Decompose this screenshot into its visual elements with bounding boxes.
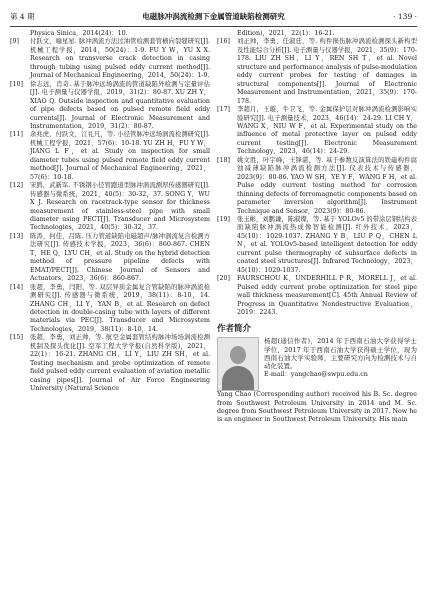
reference-item (217, 106, 417, 157)
author-email: E-mail：yangchao@swpu.edu.cn (264, 371, 368, 379)
author-bio-chinese-text: 杨超(通信作者)，2014 年于西南石油大学获得学士学位，2017 年于西南石油大学获得硕士学位，现为西南石油大学实验师，主要研究方向为检测技术与自动化装置。 (264, 337, 417, 371)
reference-number: [19] (217, 215, 230, 223)
reference-text: 李超月，王璇，牛卫飞，等. 金属保护层对脉冲涡流检测影响实验研究[J]. 电子测量技术，2023，46(14)：24-29. LI CH Y，WANG X，NIU W F，et al. Experimental study on the influence of metal protective layer on pulsed eddy current testing[J]. Electronic Measurement Technology，2023，46(14)：24-29. (237, 106, 417, 156)
reference-continuation: Edition)，2021，22(1)：16-21. (237, 30, 335, 37)
reference-item (10, 81, 210, 132)
reference-text: 张超，李勇，闫阳，等. 双层异质金属复合管缺陷的脉冲涡流检测研究[J]. 传感器与微系统，2019，38(11)：8-10，14. ZHANG CH，LI Y，YAN B，et al. Research on defect detection in double-casing tube with layers of different materials via PEC[J]. Transducer and Microsystem Technologies，2019，38(11)：8-10，14. (30, 283, 210, 333)
reference-item (10, 334, 210, 393)
reference-number: [15] (10, 334, 23, 342)
reference-text: 陈涛，何佳，吕陈. 压力管道缺陷电磁超声/脉冲涡流复合检测方法研究[J]. 传感技术学报，2023，36(6)：860-867. CHEN T，HE Q，LYU CH，et al. Study on the hybrid detection method of pressure pipeline defects with EMAT/PECT[J]. Chinese Journal of Sensors and Actuators，2023，36(6)：860-867. (30, 232, 210, 283)
reference-number: [9] (10, 38, 19, 46)
author-photo-head (230, 346, 246, 364)
reference-item (217, 38, 417, 106)
reference-number: [12] (10, 182, 23, 190)
reference-text: 刘正帅，李勇，任淑廷，等. 构件损伤脉冲涡流检测探头新构型及性能综合分析[J]. 电子测量与仪器学报，2021，35(9)：170-178. LIU ZH SH，LI Y，REN SH T，et al. Novel structure and performance analysis of pulse-modulation eddy current probes for testing of damages in structural components[J]. Journal of Electronic Measurement and Instrumentation，2021，35(9)：170-178. (237, 38, 417, 105)
author-bio-english: Yang Chao (Corresponding author) received his B. Sc. degree from Southwest Petroleum University in 2014 and M. Sc. degree from Southwest Petroleum University in 2017. Now he is an engineer in Southwest Petroleum University. His main (217, 391, 417, 424)
reference-number: [10] (10, 80, 23, 88)
page-header (10, 4, 417, 27)
author-profile-heading: 作者简介 (217, 324, 252, 335)
reference-number: [11] (10, 131, 23, 139)
reference-number: [18] (217, 156, 230, 164)
author-photo-shoulders (222, 366, 254, 391)
reference-item (217, 157, 417, 216)
author-photo (217, 337, 259, 391)
reference-number: [13] (10, 232, 23, 240)
left-column (10, 30, 210, 393)
reference-text: 宋鹍，武新军. 不锈钢小径管跑道型脉冲涡流测厚传感器研究[J]. 传感器与微系统，2021，40(5)：30-32，37. SONG Y，WU X J. Research on racetrack-type sensor for thickness measurement of stainless-steel pipe with small diameter using PECT[J]. Transducer and Microsystem Technologies，2021，40(5)：30-32，37. (30, 182, 210, 232)
reference-text: 付跃文，喻星星. 脉冲涡流方法过油管检测套管横向裂缝研究[J]. 机械工程学报，2014，50(24)：1-9. FU Y W，YU X X. Research on transverse crack detection in casing through tubing using pulsed eddy current method[J]. Journal of Mechanical Engineering，2014，50(24)：1-9. (30, 38, 210, 80)
reference-text: 徐志远，肖奇. 基于脉冲远场涡流的管道缺陷外检测与定量评估[J]. 电子测量与仪器学报，2019，31(2)：80-87. XU ZH Y，XIAO Q. Outside inspection and quantitative evaluation of pipe defects based on pulsed remote field eddy currents[J]. Journal of Electronic Measurement and Instrumentation，2019，31(2)：80-87. (30, 80, 210, 130)
reference-text: 余兆虎，付跃文，江礼凡，等. 小径管脉冲远场涡流检测研究[J]. 机械工程学报，2021，57(6)：10-18. YU ZH H，FU Y W，JIANG L F，et al. Study on inspection for small diameter tubes using pulsed remote field eddy current method[J]. Journal of Mechanical Engineering，2021，57(6)：10-18. (30, 131, 210, 181)
reference-number: [14] (10, 283, 23, 291)
journal-running-title: 电磁脉冲涡流检测下金属管道缺陷检测研究 (142, 12, 285, 21)
issue-number: 第 4 期 (10, 12, 35, 21)
reference-item (217, 275, 417, 317)
reference-number: [16] (217, 38, 230, 46)
reference-text: 张超，李勇，刘正帅，等. 航空金属套管结构脉冲场场涡流检测机制及探头优化[J]. 空军工程大学学报(自然科学版)，2021，22(1)：16-21. ZHANG CH，LI Y，LIU ZH SH，et al. Testing mechanism and probe optimization of remote field pulsed eddy current evaluation of aviation metallic casing pipes[J]. Journal of Air Force Engineering University (Natural Science (30, 334, 210, 393)
reference-item (10, 131, 210, 182)
reference-item (217, 216, 417, 275)
reference-continuation: Physica Sinica，2014(24)：10. (30, 30, 128, 37)
author-bio-chinese (264, 337, 417, 379)
reference-number: [17] (217, 106, 230, 114)
reference-number: [20] (217, 275, 230, 283)
reference-item (10, 233, 210, 284)
reference-item (10, 38, 210, 80)
reference-item (10, 182, 210, 233)
page-number: · 139 · (393, 12, 417, 21)
right-column (217, 30, 417, 435)
reference-text: FAURSCHOU K，UNDERHILL P R，MORELL J，et al. Pulsed eddy current probe optimization for steel pipe wall thickness measurement[C]. 45th Annual Review of Progress in Quantitative Nondestructive Evaluation，2019：2243. (237, 275, 417, 316)
reference-item (10, 284, 210, 335)
reference-text: 姚文胜，叶宇峰，王锋湛，等. 基于参数反演算法的铁磁构件腐蚀减薄缺陷脉冲涡流检测方法[J]. 仪表技术与传感器，2023(9)：80-86. YAO W SH，YE Y F，WANG F H，et al. Pulse eddy current testing method for corrosion thinning defects of ferromagnetic components based on parameter inversion algorithm[J]. Instrument Technique and Sensor，2023(9)：80-86. (237, 156, 417, 215)
author-profile (217, 337, 417, 435)
reference-text: 张玉彬，刘鹏谦，陈淑璨，等. 基于 YOLOv5 的带涂层钢结构表面缺陷脉冲涡流热成像智能检测[J]. 红外技术，2023，45(10)：1029-1037. ZHANG Y B，LIU P Q，CHEN L N，et al. YOLOv5-based intelligent detection for eddy current pulse thermography of subsurface defects in coated steel structures[J]. Infrared Technology，2023，45(10)：1029-1037. (237, 215, 417, 274)
